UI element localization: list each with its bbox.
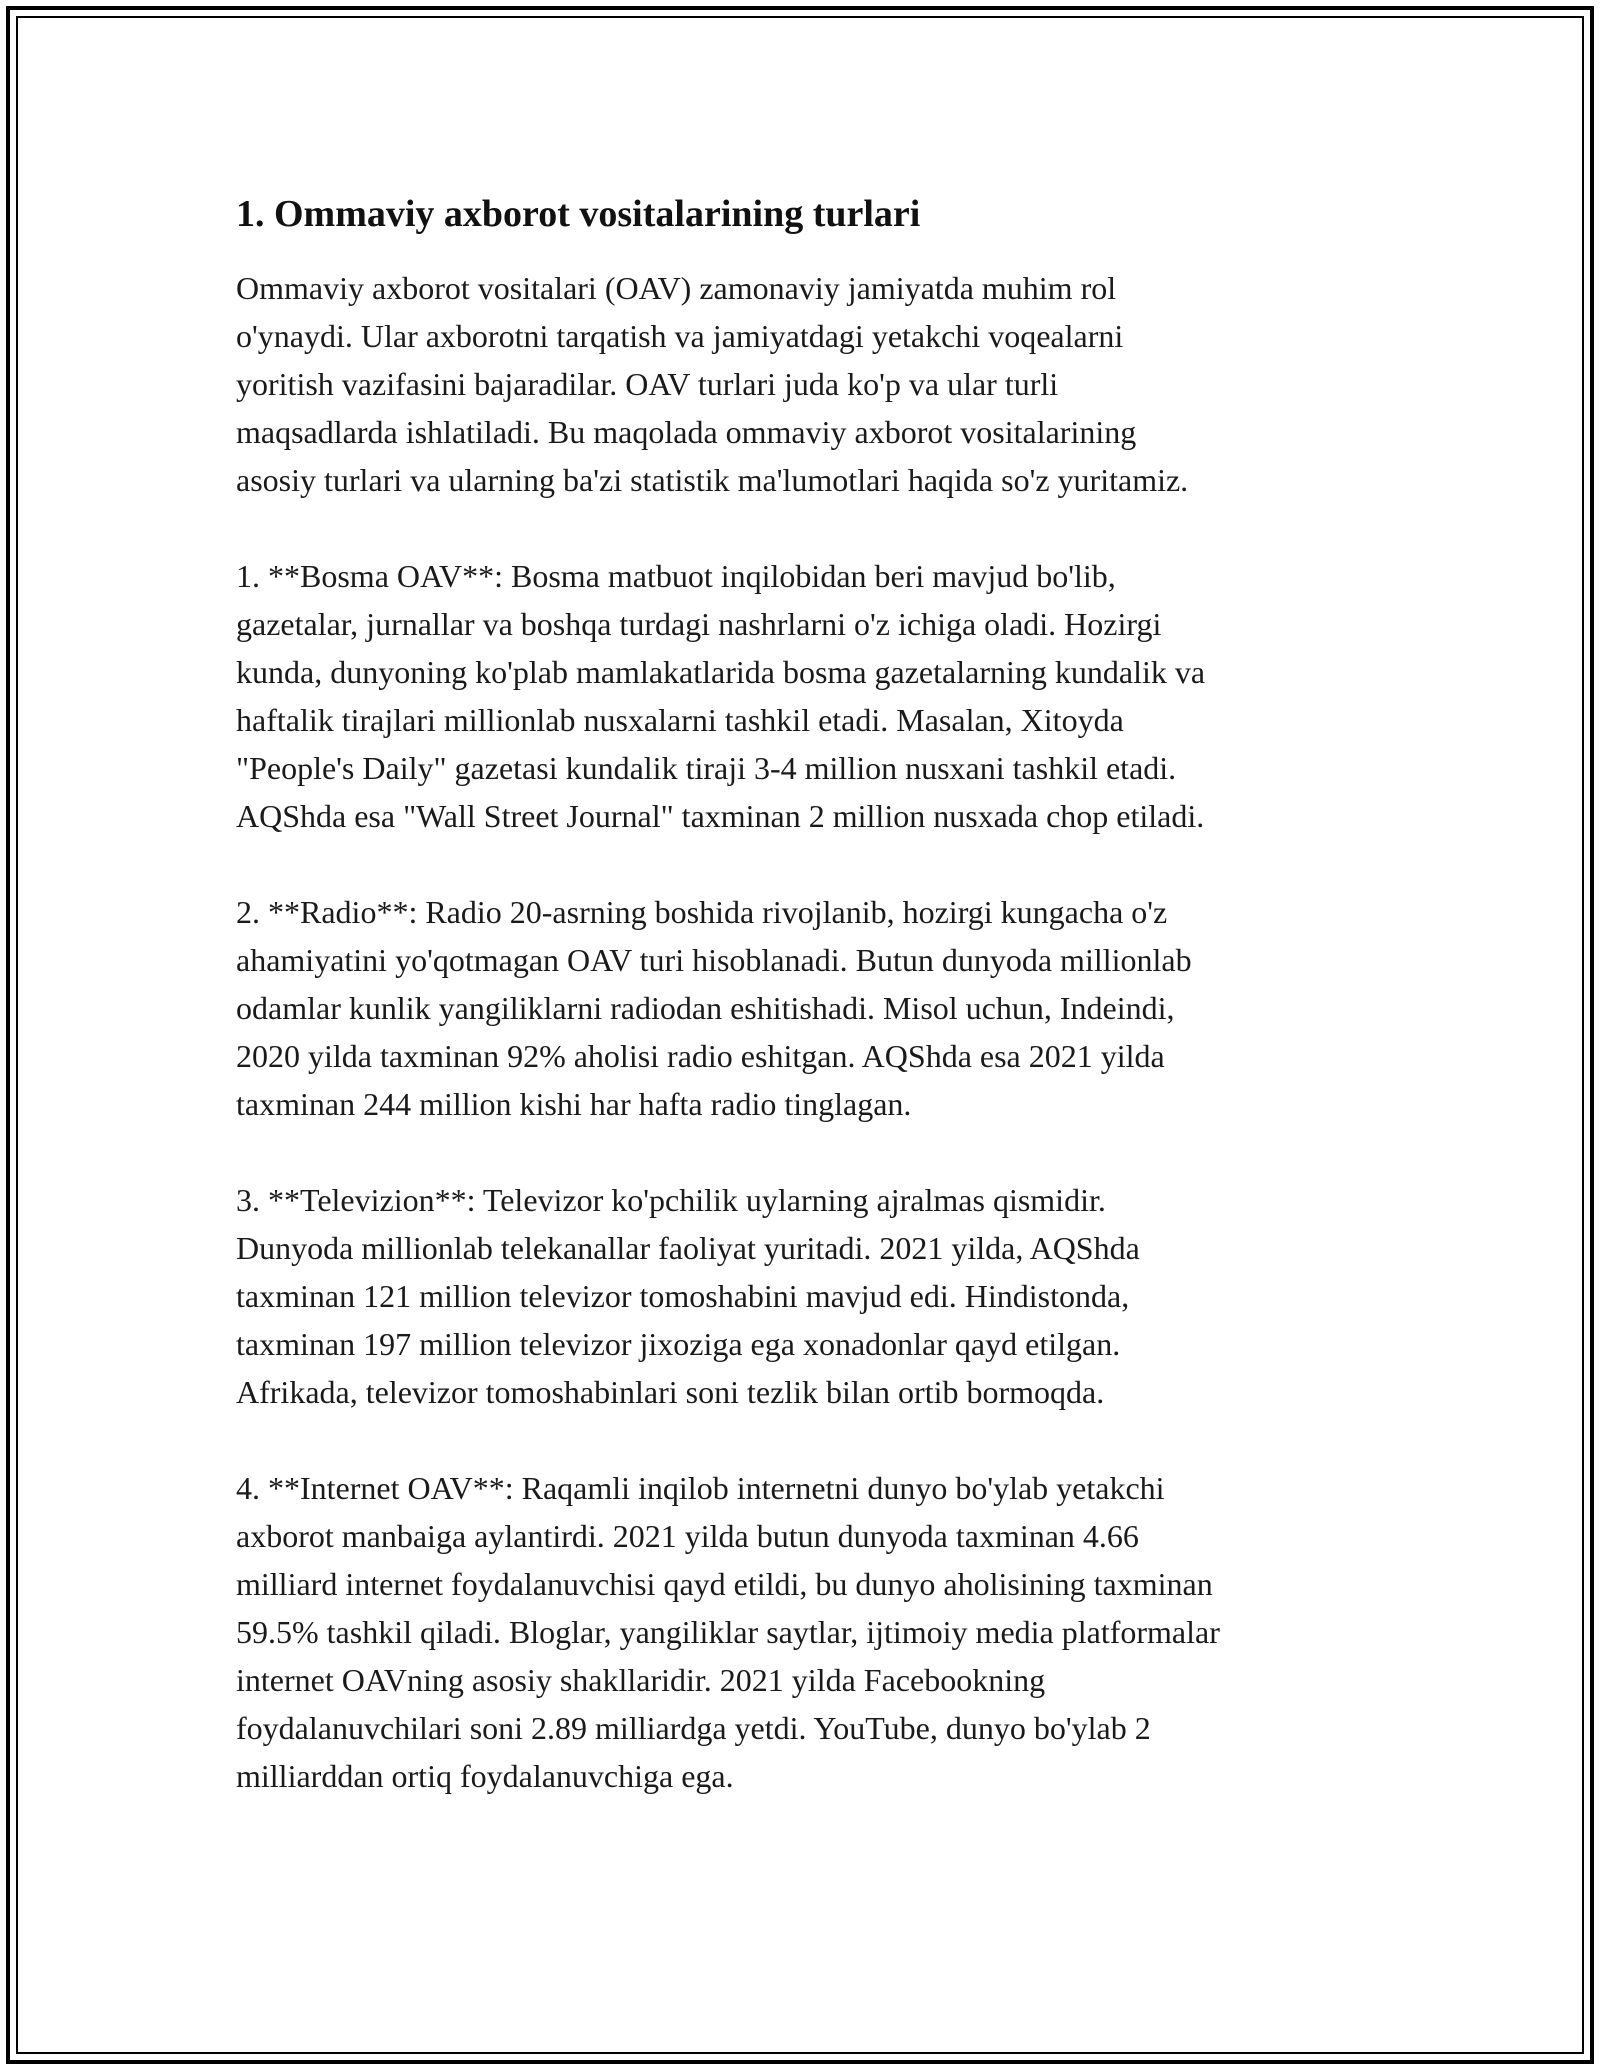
- intro-paragraph: Ommaviy axborot vositalari (OAV) zamonaviy jamiyatda muhim rol o'ynaydi. Ular axborotni tarqatish va jamiyatdagi yetakchi voqealarni yoritish vazifasini bajaradilar. OAV turlari juda ko'p va ular turli maqsadlarda ishlatiladi. Bu maqolada ommaviy axborot vositalarining asosiy turlari va ularning ba'zi statistik ma'lumotlari haqida so'z yuritamiz.: [236, 270, 1189, 498]
- document-body: [236, 186, 1386, 1848]
- internet-media-paragraph: 4. **Internet OAV**: Raqamli inqilob internetni dunyo bo'ylab yetakchi axborot manbaiga aylantirdi. 2021 yilda butun dunyoda taxminan 4.66 milliard internet foydalanuvchisi qayd etildi, bu dunyo aholisining taxminan 59.5% tashkil qiladi. Bloglar, yangiliklar saytlar, ijtimoiy media platformalar internet OAVning asosiy shakllaridir. 2021 yilda Facebookning foydalanuvchilari soni 2.89 milliardga yetdi. YouTube, dunyo bo'ylab 2 milliarddan ortiq foydalanuvchiga ega.: [236, 1470, 1220, 1794]
- television-paragraph: 3. **Televizion**: Televizor ko'pchilik uylarning ajralmas qismidir. Dunyoda millionlab telekanallar faoliyat yuritadi. 2021 yilda, AQShda taxminan 121 million televizor tomoshabini mavjud edi. Hindistonda, taxminan 197 million televizor jixoziga ega xonadonlar qayd etilgan. Afrikada, televizor tomoshabinlari soni tezlik bilan ortib bormoqda.: [236, 1182, 1140, 1410]
- print-media-paragraph: 1. **Bosma OAV**: Bosma matbuot inqilobidan beri mavjud bo'lib, gazetalar, jurnallar va boshqa turdagi nashrlarni o'z ichiga oladi. Hozirgi kunda, dunyoning ko'plab mamlakatlarida bosma gazetalarning kundalik va haftalik tirajlari millionlab nusxalarni tashkil etadi. Masalan, Xitoyda "People's Daily" gazetasi kundalik tiraji 3-4 million nusxani tashkil etadi. AQShda esa "Wall Street Journal" taxminan 2 million nusxada chop etiladi.: [236, 558, 1206, 834]
- radio-paragraph: 2. **Radio**: Radio 20-asrning boshida rivojlanib, hozirgi kungacha o'z ahamiyatini yo'qotmagan OAV turi hisoblanadi. Butun dunyoda millionlab odamlar kunlik yangiliklarni radiodan eshitishadi. Misol uchun, Indeindi, 2020 yilda taxminan 92% aholisi radio eshitgan. AQShda esa 2021 yilda taxminan 244 million kishi har hafta radio tinglagan.: [236, 894, 1192, 1122]
- document-title: 1. Ommaviy axborot vositalarining turlari: [236, 193, 921, 235]
